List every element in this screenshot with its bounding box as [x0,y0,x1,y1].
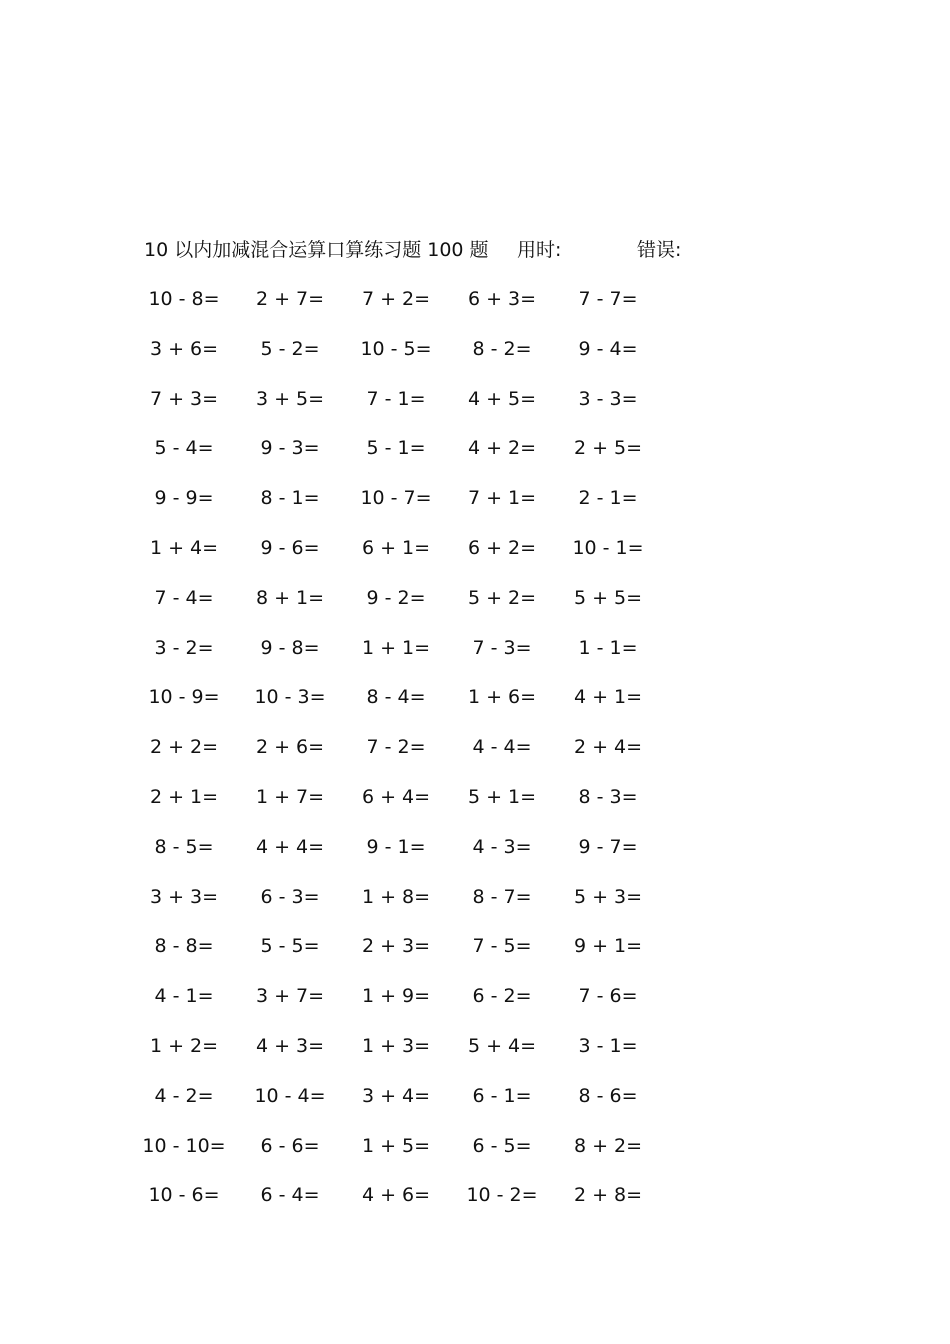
arithmetic-problem: 7 - 7= [578,288,638,310]
arithmetic-problem: 4 + 1= [573,686,643,709]
arithmetic-problem: 1 + 8= [361,885,431,908]
problem-row [0,782,950,812]
problem-row [0,284,950,314]
arithmetic-problem: 7 + 3= [149,387,219,410]
time-label: 用时: [517,239,562,261]
arithmetic-problem: 8 + 1= [255,586,325,609]
arithmetic-problem: 2 + 4= [573,736,643,759]
arithmetic-problem: 5 + 4= [467,1035,537,1057]
arithmetic-problem: 3 + 4= [361,1084,431,1107]
arithmetic-problem: 7 - 1= [366,387,426,410]
problem-row [0,384,950,414]
arithmetic-problem: 8 + 2= [573,1134,643,1157]
arithmetic-problem: 10 - 1= [572,537,644,559]
arithmetic-problem: 10 - 7= [360,487,432,510]
arithmetic-problem: 8 - 4= [366,686,426,709]
worksheet-title: 10 以内加减混合运算口算练习题 100 题 [144,239,489,261]
problem-row [0,981,950,1011]
arithmetic-problem: 8 - 1= [260,487,320,510]
arithmetic-problem: 9 - 3= [260,437,320,460]
arithmetic-problem: 9 - 1= [366,835,426,858]
arithmetic-problem: 10 - 9= [148,686,220,709]
arithmetic-problem: 9 - 6= [260,537,320,559]
arithmetic-problem: 4 + 5= [467,387,537,410]
problem-row [0,682,950,712]
arithmetic-problem: 3 + 3= [149,885,219,908]
arithmetic-problem: 10 - 3= [254,686,326,709]
arithmetic-problem: 7 - 3= [472,636,532,659]
arithmetic-problem: 7 - 2= [366,736,426,759]
arithmetic-problem: 6 + 4= [361,786,431,808]
problem-row [0,533,950,563]
arithmetic-problem: 7 + 1= [467,487,537,510]
arithmetic-problem: 2 + 3= [361,935,431,958]
problem-row [0,433,950,463]
arithmetic-problem: 10 - 5= [360,337,432,360]
problem-row [0,334,950,364]
arithmetic-problem: 6 - 1= [472,1084,532,1107]
arithmetic-problem: 3 - 3= [578,387,638,410]
arithmetic-problem: 3 - 2= [154,636,214,659]
arithmetic-problem: 1 + 3= [361,1035,431,1057]
arithmetic-problem: 1 + 9= [361,985,431,1008]
arithmetic-problem: 3 + 7= [255,985,325,1008]
arithmetic-problem: 5 + 1= [467,786,537,808]
arithmetic-problem: 5 - 5= [260,935,320,958]
arithmetic-problem: 2 - 1= [578,487,638,510]
arithmetic-problem: 1 + 5= [361,1134,431,1157]
arithmetic-problem: 1 + 4= [149,537,219,559]
arithmetic-problem: 2 + 7= [255,288,325,310]
arithmetic-problem: 10 - 6= [148,1184,220,1207]
arithmetic-problem: 9 - 9= [154,487,214,510]
arithmetic-problem: 7 - 5= [472,935,532,958]
arithmetic-problem: 10 - 10= [142,1134,226,1157]
arithmetic-problem: 2 + 1= [149,786,219,808]
arithmetic-problem: 7 - 4= [154,586,214,609]
arithmetic-problem: 6 + 1= [361,537,431,559]
arithmetic-problem: 4 - 2= [154,1084,214,1107]
arithmetic-problem: 2 + 5= [573,437,643,460]
arithmetic-problem: 6 - 3= [260,885,320,908]
problem-row [0,633,950,663]
arithmetic-problem: 1 + 2= [149,1035,219,1057]
arithmetic-problem: 6 - 4= [260,1184,320,1207]
arithmetic-problem: 3 + 5= [255,387,325,410]
arithmetic-problem: 4 + 3= [255,1035,325,1057]
arithmetic-problem: 9 - 7= [578,835,638,858]
arithmetic-problem: 6 + 2= [467,537,537,559]
arithmetic-problem: 9 - 2= [366,586,426,609]
arithmetic-problem: 2 + 8= [573,1184,643,1207]
error-label: 错误: [637,239,682,261]
problem-row [0,882,950,912]
arithmetic-problem: 2 + 2= [149,736,219,759]
arithmetic-problem: 10 - 8= [148,288,220,310]
arithmetic-problem: 6 + 3= [467,288,537,310]
arithmetic-problem: 8 - 8= [154,935,214,958]
arithmetic-problem: 6 - 5= [472,1134,532,1157]
arithmetic-problem: 5 + 3= [573,885,643,908]
arithmetic-problem: 10 - 2= [466,1184,538,1207]
arithmetic-problem: 8 - 2= [472,337,532,360]
arithmetic-problem: 5 - 4= [154,437,214,460]
problem-row [0,483,950,513]
problem-row [0,931,950,961]
arithmetic-problem: 5 - 2= [260,337,320,360]
arithmetic-problem: 9 - 8= [260,636,320,659]
problem-row [0,583,950,613]
arithmetic-problem: 8 - 5= [154,835,214,858]
arithmetic-problem: 1 - 1= [578,636,638,659]
problem-row [0,1031,950,1061]
arithmetic-problem: 6 - 2= [472,985,532,1008]
arithmetic-problem: 7 + 2= [361,288,431,310]
arithmetic-problem: 5 + 5= [573,586,643,609]
arithmetic-problem: 4 + 2= [467,437,537,460]
problem-row [0,732,950,762]
arithmetic-problem: 5 - 1= [366,437,426,460]
arithmetic-problem: 3 - 1= [578,1035,638,1057]
arithmetic-problem: 5 + 2= [467,586,537,609]
arithmetic-problem: 9 - 4= [578,337,638,360]
problem-row [0,1131,950,1161]
arithmetic-problem: 1 + 1= [361,636,431,659]
arithmetic-problem: 4 - 4= [472,736,532,759]
arithmetic-problem: 2 + 6= [255,736,325,759]
arithmetic-problem: 1 + 7= [255,786,325,808]
arithmetic-problem: 4 - 3= [472,835,532,858]
arithmetic-problem: 4 + 4= [255,835,325,858]
problem-row [0,1081,950,1111]
problem-row [0,832,950,862]
arithmetic-problem: 7 - 6= [578,985,638,1008]
arithmetic-problem: 10 - 4= [254,1084,326,1107]
arithmetic-problem: 6 - 6= [260,1134,320,1157]
arithmetic-problem: 8 - 3= [578,786,638,808]
arithmetic-problem: 4 + 6= [361,1184,431,1207]
arithmetic-problem: 8 - 7= [472,885,532,908]
arithmetic-problem: 8 - 6= [578,1084,638,1107]
problem-row [0,1180,950,1210]
arithmetic-problem: 9 + 1= [573,935,643,958]
arithmetic-problem: 4 - 1= [154,985,214,1008]
arithmetic-problem: 1 + 6= [467,686,537,709]
arithmetic-problem: 3 + 6= [149,337,219,360]
